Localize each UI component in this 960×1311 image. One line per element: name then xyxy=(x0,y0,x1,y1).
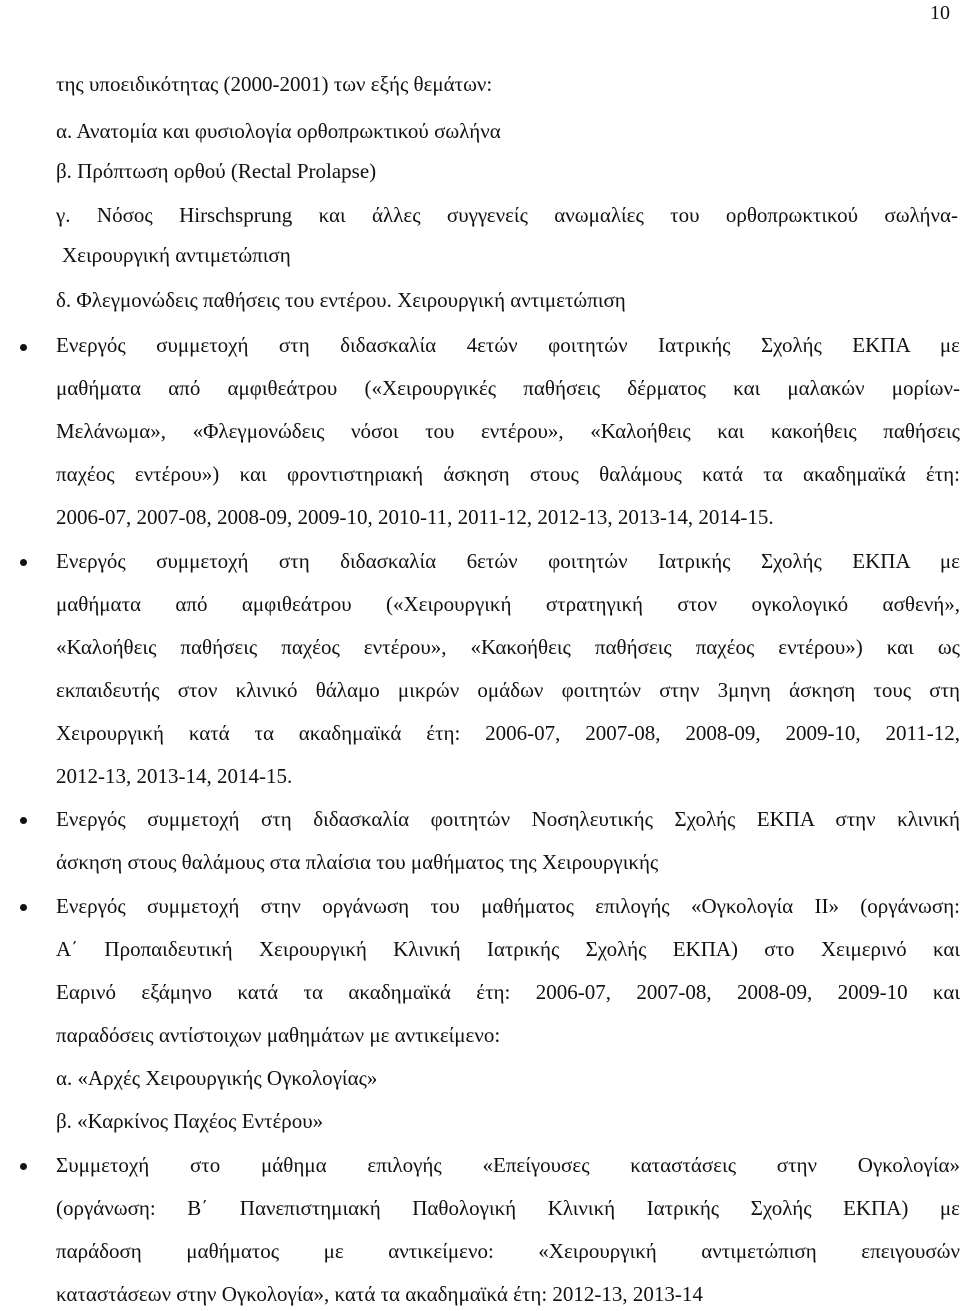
bullet-1-line: παχέος εντέρου») και φροντιστηριακή άσκηση στους θαλάμους κατά τα ακαδημαϊκά έτη: xyxy=(56,462,960,486)
bullet-5-line: (οργάνωση: Β΄ Πανεπιστημιακή Παθολογική Κλινική Ιατρικής Σχολής ΕΚΠΑ) με xyxy=(56,1196,960,1220)
bullet-4-line: Εαρινό εξάμηνο κατά τα ακαδημαϊκά έτη: 2006-07, 2007-08, 2008-09, 2009-10 και xyxy=(56,980,960,1004)
bullet-5-line: καταστάσεων στην Ογκολογία», κατά τα ακαδημαϊκά έτη: 2012-13, 2013-14 xyxy=(56,1282,703,1306)
bullet-marker xyxy=(20,904,27,911)
bullet-2-line: Χειρουργική κατά τα ακαδημαϊκά έτη: 2006-07, 2007-08, 2008-09, 2009-10, 2011-12, xyxy=(56,721,960,745)
bullet-marker xyxy=(20,559,27,566)
bullet-marker xyxy=(20,817,27,824)
bullet-marker xyxy=(20,1163,27,1170)
bullet-2-line: Ενεργός συμμετοχή στη διδασκαλία 6ετών φοιτητών Ιατρικής Σχολής ΕΚΠΑ με xyxy=(56,549,960,573)
bullet-1-line: Μελάνωμα», «Φλεγμονώδεις νόσοι του εντέρου», «Καλοήθεις και κακοήθεις παθήσεις xyxy=(56,419,960,443)
bullet-5-line: Συμμετοχή στο μάθημα επιλογής «Επείγουσες καταστάσεις στην Ογκολογία» xyxy=(56,1153,960,1177)
bullet-4-subitem-a: α. «Αρχές Χειρουργικής Ογκολογίας» xyxy=(56,1066,378,1090)
bullet-4-line: Ενεργός συμμετοχή στην οργάνωση του μαθήματος επιλογής «Ογκολογία ΙΙ» (οργάνωση: xyxy=(56,894,960,918)
list-item-c-line1: γ. Νόσος Hirschsprung και άλλες συγγενείς ανωμαλίες του ορθοπρωκτικού σωλήνα- xyxy=(56,203,958,227)
bullet-2-line: μαθήματα από αμφιθεάτρου («Χειρουργική στρατηγική στον ογκολογικό ασθενή», xyxy=(56,592,960,616)
bullet-4-line: Α΄ Προπαιδευτική Χειρουργική Κλινική Ιατρικής Σχολής ΕΚΠΑ) στο Χειμερινό και xyxy=(56,937,960,961)
list-item-b: β. Πρόπτωση ορθού (Rectal Prolapse) xyxy=(56,159,377,183)
list-item-d: δ. Φλεγμονώδεις παθήσεις του εντέρου. Χειρουργική αντιμετώπιση xyxy=(56,288,626,312)
bullet-2-line: «Καλοήθεις παθήσεις παχέος εντέρου», «Κακοήθεις παθήσεις παχέος εντέρου») και ως xyxy=(56,635,960,659)
bullet-marker xyxy=(20,344,27,351)
bullet-2-line: εκπαιδευτής στον κλινικό θάλαμο μικρών ομάδων φοιτητών στην 3μηνη άσκηση τους στη xyxy=(56,678,960,702)
bullet-2-line: 2012-13, 2013-14, 2014-15. xyxy=(56,764,293,788)
bullet-1-line: Ενεργός συμμετοχή στη διδασκαλία 4ετών φοιτητών Ιατρικής Σχολής ΕΚΠΑ με xyxy=(56,333,960,357)
bullet-5-line: παράδοση μαθήματος με αντικείμενο: «Χειρουργική αντιμετώπιση επειγουσών xyxy=(56,1239,960,1263)
page-number: 10 xyxy=(930,2,950,24)
bullet-4-line: παραδόσεις αντίστοιχων μαθημάτων με αντικείμενο: xyxy=(56,1023,501,1047)
bullet-1-line: μαθήματα από αμφιθεάτρου («Χειρουργικές παθήσεις δέρματος και μαλακών μορίων- xyxy=(56,376,960,400)
bullet-4-subitem-b: β. «Καρκίνος Παχέος Εντέρου» xyxy=(56,1109,324,1133)
list-item-c-line2: Χειρουργική αντιμετώπιση xyxy=(62,243,291,267)
intro-line: της υποειδικότητας (2000-2001) των εξής θεμάτων: xyxy=(56,72,493,96)
list-item-a: α. Ανατομία και φυσιολογία ορθοπρωκτικού σωλήνα xyxy=(56,119,501,143)
bullet-3-line: άσκηση στους θαλάμους στα πλαίσια του μαθήματος της Χειρουργικής xyxy=(56,850,659,874)
bullet-1-line: 2006-07, 2007-08, 2008-09, 2009-10, 2010-11, 2011-12, 2012-13, 2013-14, 2014-15. xyxy=(56,505,774,529)
bullet-3-line: Ενεργός συμμετοχή στη διδασκαλία φοιτητών Νοσηλευτικής Σχολής ΕΚΠΑ στην κλινική xyxy=(56,807,960,831)
